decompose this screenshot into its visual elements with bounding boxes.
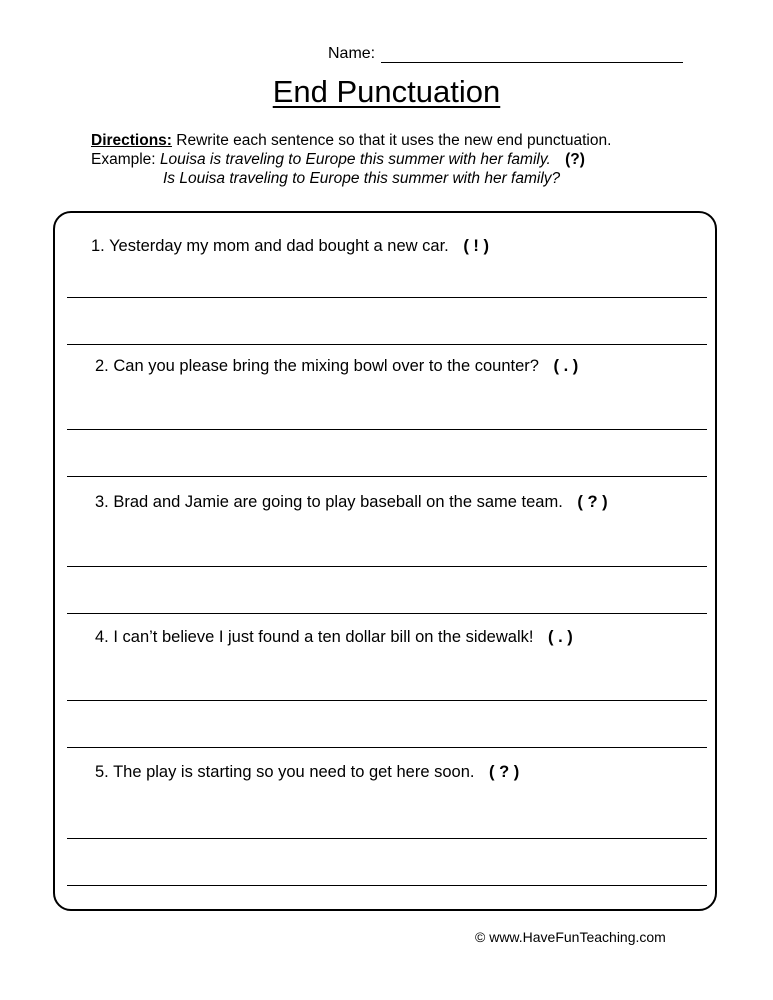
name-label: Name: bbox=[328, 45, 376, 62]
answer-line[interactable] bbox=[67, 297, 707, 298]
page-title: End Punctuation bbox=[272, 74, 501, 109]
answer-line[interactable] bbox=[67, 747, 707, 748]
question-number: 3. bbox=[95, 493, 109, 511]
question-number: 5. bbox=[95, 763, 109, 781]
punctuation-marker: ( ? ) bbox=[489, 763, 520, 781]
name-field bbox=[328, 44, 683, 63]
punctuation-marker: ( ? ) bbox=[577, 493, 608, 511]
question-number: 1. bbox=[91, 237, 105, 255]
answer-line[interactable] bbox=[67, 838, 707, 839]
directions-block bbox=[91, 131, 611, 188]
example-answer: Is Louisa traveling to Europe this summer with her family? bbox=[163, 170, 561, 187]
name-line[interactable] bbox=[381, 44, 683, 63]
question-2 bbox=[95, 357, 578, 376]
question-sentence: Yesterday my mom and dad bought a new car. bbox=[109, 237, 449, 255]
question-sentence: The play is starting so you need to get here soon. bbox=[113, 763, 475, 781]
answer-line[interactable] bbox=[67, 700, 707, 701]
question-5 bbox=[95, 763, 519, 782]
example-sentence: Louisa is traveling to Europe this summer with her family. bbox=[159, 151, 551, 168]
punctuation-marker: ( ! ) bbox=[463, 237, 489, 255]
question-1 bbox=[91, 237, 489, 256]
punctuation-marker: ( . ) bbox=[553, 357, 579, 375]
answer-line[interactable] bbox=[67, 613, 707, 614]
example-marker: (?) bbox=[565, 151, 585, 168]
answer-line[interactable] bbox=[67, 344, 707, 345]
directions-text: Rewrite each sentence so that it uses the new end punctuation. bbox=[176, 132, 612, 149]
directions-label: Directions: bbox=[91, 132, 172, 149]
answer-line[interactable] bbox=[67, 885, 707, 886]
answer-line[interactable] bbox=[67, 566, 707, 567]
answer-line[interactable] bbox=[67, 476, 707, 477]
exercise-box bbox=[53, 211, 717, 911]
question-sentence: I can’t believe I just found a ten dollar bill on the sidewalk! bbox=[113, 628, 534, 646]
question-number: 2. bbox=[95, 357, 109, 375]
question-number: 4. bbox=[95, 628, 109, 646]
question-sentence: Brad and Jamie are going to play baseball on the same team. bbox=[113, 493, 563, 511]
question-3 bbox=[95, 493, 608, 512]
answer-line[interactable] bbox=[67, 429, 707, 430]
example-label: Example: bbox=[91, 151, 156, 168]
question-4 bbox=[95, 628, 573, 647]
copyright-footer: © www.HaveFunTeaching.com bbox=[475, 929, 666, 945]
punctuation-marker: ( . ) bbox=[548, 628, 573, 646]
question-sentence: Can you please bring the mixing bowl over to the counter? bbox=[113, 357, 539, 375]
